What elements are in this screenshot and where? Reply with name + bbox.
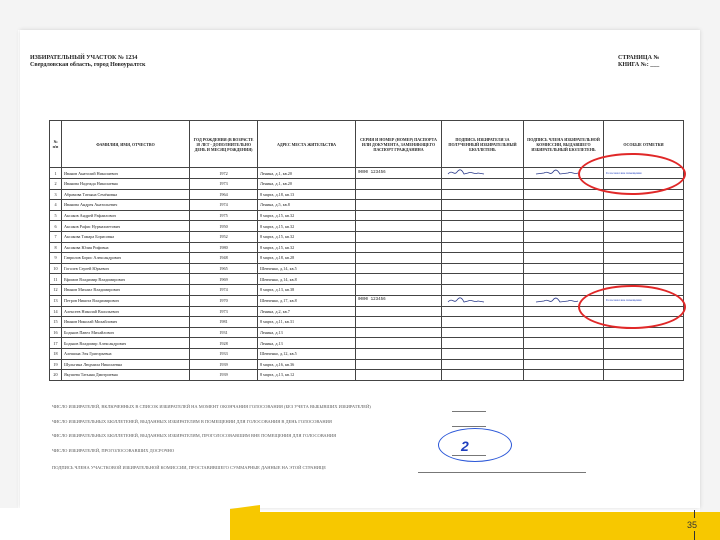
cell-member-signature — [524, 370, 604, 381]
cell-passport — [356, 231, 442, 242]
cell-name: Абрамова Татьяна Семёновна — [62, 189, 190, 200]
cell-year: 1928 — [190, 338, 258, 349]
cell-n: 16 — [50, 327, 62, 338]
cell-address: 8 марта, д.15, кв.32 — [258, 231, 356, 242]
cell-year: 1933 — [190, 348, 258, 359]
cell-voter-signature — [442, 221, 524, 232]
member-signature — [526, 296, 586, 305]
cell-n: 19 — [50, 359, 62, 370]
cell-member-signature — [524, 338, 604, 349]
book-label: КНИГА №: ___ — [618, 62, 660, 68]
cell-member-signature — [524, 274, 604, 285]
cell-passport: 0000 123456 — [356, 295, 442, 306]
cell-voter-signature — [442, 348, 524, 359]
member-signature — [526, 168, 586, 177]
cell-special-marks — [604, 274, 684, 285]
cell-year: 1965 — [190, 263, 258, 274]
cell-voter-signature — [442, 317, 524, 328]
cell-name: Гаврилов Борис Александрович — [62, 253, 190, 264]
cell-member-signature — [524, 231, 604, 242]
cell-passport — [356, 179, 442, 190]
cell-voter-signature — [442, 231, 524, 242]
cell-member-signature — [524, 242, 604, 253]
cell-n: 20 — [50, 370, 62, 381]
cell-n: 18 — [50, 348, 62, 359]
cell-address: Шевченко, д.14, кв.5 — [258, 263, 356, 274]
table-row — [50, 348, 684, 359]
note-blank-1 — [452, 411, 486, 412]
cell-passport — [356, 338, 442, 349]
cell-name: Якушева Татьяна Дмитриевна — [62, 370, 190, 381]
voter-signature — [444, 168, 504, 177]
cell-voter-signature — [442, 370, 524, 381]
cell-year: 1970 — [190, 295, 258, 306]
cell-n: 10 — [50, 263, 62, 274]
cell-year: 1972 — [190, 168, 258, 179]
cell-address: Ленина, д.13 — [258, 338, 356, 349]
cell-passport — [356, 348, 442, 359]
cell-special-marks — [604, 221, 684, 232]
cell-special-marks — [604, 359, 684, 370]
cell-year: 1975 — [190, 210, 258, 221]
footer-left-panel — [0, 508, 230, 540]
cell-special-marks — [604, 231, 684, 242]
cell-name: Иванова Андрея Анатольевич — [62, 200, 190, 211]
cell-voter-signature — [442, 242, 524, 253]
cell-year: 1939 — [190, 370, 258, 381]
header-right — [618, 55, 688, 69]
cell-n: 9 — [50, 253, 62, 264]
cell-year: 1948 — [190, 253, 258, 264]
handwritten-count-ellipse — [438, 428, 512, 462]
cell-special-marks — [604, 200, 684, 211]
cell-year: 1964 — [190, 189, 258, 200]
note-line-5: ПОДПИСЬ ЧЛЕНА УЧАСТКОВОЙ ИЗБИРАТЕЛЬНОЙ КОМИССИИ, ПРОСТАВИВШЕГО СУММАРНЫЕ ДАННЫЕ НА ЭТОЙ СТРАНИЦЕ — [52, 465, 326, 470]
cell-passport — [356, 200, 442, 211]
note-blank-2 — [452, 426, 486, 427]
table-row — [50, 221, 684, 232]
cell-address: Шевченко, д.14, кв.8 — [258, 274, 356, 285]
table-row — [50, 370, 684, 381]
cell-passport — [356, 284, 442, 295]
table-row — [50, 253, 684, 264]
cell-special-marks — [604, 370, 684, 381]
cell-name: Гоголев Сергей Юрьевич — [62, 263, 190, 274]
page-tick-top — [694, 510, 695, 518]
column-header: АДРЕС МЕСТА ЖИТЕЛЬСТВА — [258, 121, 356, 168]
page-number: 35 — [687, 520, 698, 530]
cell-n: 17 — [50, 338, 62, 349]
column-header: № п/п — [50, 121, 62, 168]
table-row — [50, 327, 684, 338]
cell-voter-signature — [442, 200, 524, 211]
cell-address: 8 марта, д.18, кв.28 — [258, 253, 356, 264]
slide-frame-top — [0, 0, 720, 30]
cell-member-signature — [524, 327, 604, 338]
cell-special-marks — [604, 242, 684, 253]
cell-passport — [356, 327, 442, 338]
table-row — [50, 338, 684, 349]
cell-voter-signature — [442, 263, 524, 274]
column-header: СЕРИЯ И НОМЕР (НОМЕР) ПАСПОРТА ИЛИ ДОКУМЕНТА, ЗАМЕНЯЮЩЕГО ПАСПОРТ ГРАЖДАНИНА — [356, 121, 442, 168]
cell-address: 8 марта, д.18, кв.13 — [258, 189, 356, 200]
cell-n: 7 — [50, 231, 62, 242]
cell-name: Шульгина Людмила Николаевна — [62, 359, 190, 370]
cell-voter-signature — [442, 306, 524, 317]
cell-address: 8 марта, д.16, кв.36 — [258, 359, 356, 370]
cell-voter-signature — [442, 338, 524, 349]
cell-passport — [356, 317, 442, 328]
cell-name: Иванов Анатолий Николаевич — [62, 168, 190, 179]
cell-address: Ленина, д.2, кв.7 — [258, 306, 356, 317]
cell-member-signature — [524, 348, 604, 359]
cell-name: Иванова Надежда Николаевна — [62, 179, 190, 190]
cell-year: 1969 — [190, 274, 258, 285]
cell-name: Алексеев Николай Васильевич — [62, 306, 190, 317]
cell-name: Аксаков Рафис Нурмахметович — [62, 221, 190, 232]
cell-year: 1980 — [190, 242, 258, 253]
cell-n: 1 — [50, 168, 62, 179]
cell-voter-signature — [442, 210, 524, 221]
cell-voter-signature — [442, 253, 524, 264]
cell-voter-signature — [442, 327, 524, 338]
cell-voter-signature — [442, 168, 524, 179]
cell-year: 1974 — [190, 284, 258, 295]
cell-member-signature — [524, 359, 604, 370]
note-line-4: ЧИСЛО ИЗБИРАТЕЛЕЙ, ПРОГОЛОСОВАВШИХ ДОСРОЧНО — [52, 448, 175, 453]
cell-address: Ленина, д.5, кв.8 — [258, 200, 356, 211]
cell-year: 1952 — [190, 231, 258, 242]
note-line-2: ЧИСЛО ИЗБИРАТЕЛЬНЫХ БЮЛЛЕТЕНЕЙ, ВЫДАННЫХ ИЗБИРАТЕЛЯМ В ПОМЕЩЕНИИ ДЛЯ ГОЛОСОВАНИЯ В ДЕНЬ ГОЛОСОВАНИЯ — [52, 419, 332, 424]
cell-n: 15 — [50, 317, 62, 328]
cell-n: 11 — [50, 274, 62, 285]
voter-table — [49, 120, 684, 381]
voter-signature — [444, 296, 504, 305]
cell-member-signature — [524, 210, 604, 221]
cell-n: 5 — [50, 210, 62, 221]
cell-address: 8 марта, д.15, кв.32 — [258, 242, 356, 253]
note-blank-5 — [418, 472, 586, 473]
cell-special-marks: Голосовал вне помещения — [604, 168, 684, 179]
cell-n: 2 — [50, 179, 62, 190]
cell-voter-signature — [442, 189, 524, 200]
cell-special-marks — [604, 348, 684, 359]
cell-name: Иванов Михаил Владимирович — [62, 284, 190, 295]
cell-passport — [356, 370, 442, 381]
column-header: ОСОБЫЕ ОТМЕТКИ — [604, 121, 684, 168]
column-header: ПОДПИСЬ ЧЛЕНА ИЗБИРАТЕЛЬНОЙ КОМИССИИ, ВЫДАВШЕГО ИЗБИРАТЕЛЬНЫЙ БЮЛЛЕТЕНЬ — [524, 121, 604, 168]
cell-n: 8 — [50, 242, 62, 253]
cell-n: 3 — [50, 189, 62, 200]
cell-voter-signature — [442, 295, 524, 306]
cell-year: 1950 — [190, 221, 258, 232]
cell-year: 1931 — [190, 327, 258, 338]
cell-passport — [356, 253, 442, 264]
cell-name: Петров Никита Владимирович — [62, 295, 190, 306]
cell-passport: 0000 123456 — [356, 168, 442, 179]
cell-special-marks — [604, 338, 684, 349]
cell-passport — [356, 221, 442, 232]
table-row — [50, 189, 684, 200]
cell-passport — [356, 263, 442, 274]
cell-year: 1973 — [190, 306, 258, 317]
cell-member-signature — [524, 200, 604, 211]
cell-n: 13 — [50, 295, 62, 306]
cell-n: 12 — [50, 284, 62, 295]
cell-address: 8 марта, д.13, кв.38 — [258, 284, 356, 295]
cell-year: 1981 — [190, 317, 258, 328]
cell-passport — [356, 242, 442, 253]
cell-member-signature — [524, 189, 604, 200]
cell-year: 1974 — [190, 200, 258, 211]
cell-address: Шевченко, д.17, кв.8 — [258, 295, 356, 306]
table-body — [50, 168, 684, 381]
cell-address: 8 марта, д.11, кв.31 — [258, 317, 356, 328]
cell-special-marks: Голосовал вне помещения — [604, 295, 684, 306]
cell-n: 6 — [50, 221, 62, 232]
header-left — [30, 55, 146, 69]
table-row — [50, 242, 684, 253]
cell-address: 8 марта, д.15, кв.32 — [258, 221, 356, 232]
cell-n: 4 — [50, 200, 62, 211]
cell-passport — [356, 274, 442, 285]
cell-address: Ленина, д.1, кв.20 — [258, 168, 356, 179]
cell-passport — [356, 306, 442, 317]
cell-address: 8 марта, д.15, кв.32 — [258, 210, 356, 221]
column-header: ФАМИЛИЯ, ИМЯ, ОТЧЕСТВО — [62, 121, 190, 168]
cell-special-marks — [604, 253, 684, 264]
highlight-ellipse-row1 — [578, 153, 686, 195]
cell-special-marks — [604, 327, 684, 338]
table-row — [50, 263, 684, 274]
cell-name: Ефимов Владимир Владимирович — [62, 274, 190, 285]
page-tick-bottom — [694, 531, 695, 540]
column-header: ГОД РОЖДЕНИЯ (В ВОЗРАСТЕ 18 ЛЕТ - ДОПОЛНИТЕЛЬНО ДЕНЬ И МЕСЯЦ РОЖДЕНИЯ) — [190, 121, 258, 168]
precinct-location: Свердловская область, город Новоуралтск — [30, 62, 146, 68]
cell-year: 1973 — [190, 179, 258, 190]
cell-member-signature — [524, 253, 604, 264]
cell-name: Бодьков Павел Михайлович — [62, 327, 190, 338]
note-line-3: ЧИСЛО ИЗБИРАТЕЛЬНЫХ БЮЛЛЕТЕНЕЙ, ВЫДАННЫХ ИЗБИРАТЕЛЯМ, ПРОГОЛОСОВАВШИМ ВНЕ ПОМЕЩЕНИЯ ДЛЯ ГОЛОСОВАНИЯ — [52, 433, 337, 438]
highlight-ellipse-row13 — [578, 285, 686, 329]
cell-name: Аксакова Тамара Борисовна — [62, 231, 190, 242]
cell-passport — [356, 189, 442, 200]
precinct-title: ИЗБИРАТЕЛЬНЫЙ УЧАСТОК № 1234 — [30, 55, 138, 61]
cell-address: 8 марта, д.13, кв.12 — [258, 370, 356, 381]
column-header: ПОДПИСЬ ИЗБИРАТЕЛЯ ЗА ПОЛУЧЕННЫЙ ИЗБИРАТЕЛЬНЫЙ БЮЛЛЕТЕНЬ — [442, 121, 524, 168]
cell-passport — [356, 359, 442, 370]
cell-n: 14 — [50, 306, 62, 317]
note-line-1: ЧИСЛО ИЗБИРАТЕЛЕЙ, ВКЛЮЧЕННЫХ В СПИСОК ИЗБИРАТЕЛЕЙ НА МОМЕНТ ОКОНЧАНИЯ ГОЛОСОВАНИЯ (БЕЗ УЧЕТА ВЫБЫВШИХ ИЗБИРАТЕЛЕЙ) — [52, 404, 371, 409]
handwritten-count: 2 — [461, 438, 469, 454]
cell-member-signature — [524, 263, 604, 274]
slide-frame-left — [0, 0, 18, 540]
cell-year: 1939 — [190, 359, 258, 370]
table-row — [50, 200, 684, 211]
cell-name: Бодьков Владимир Александрович — [62, 338, 190, 349]
cell-passport — [356, 210, 442, 221]
cell-address: Шевченко, д.12, кв.5 — [258, 348, 356, 359]
cell-address: Ленина, д.1, кв.20 — [258, 179, 356, 190]
cell-name: Иванов Николай Михайлович — [62, 317, 190, 328]
cell-name: Аксакова Юлия Рифовна — [62, 242, 190, 253]
table-row — [50, 359, 684, 370]
cell-name: Аксаков Андрей Рафаилович — [62, 210, 190, 221]
table-row — [50, 231, 684, 242]
cell-address: Ленина, д.13 — [258, 327, 356, 338]
cell-member-signature — [524, 221, 604, 232]
cell-voter-signature — [442, 284, 524, 295]
cell-voter-signature — [442, 274, 524, 285]
cell-voter-signature — [442, 359, 524, 370]
table-row — [50, 210, 684, 221]
cell-name: Алешина Эля Григорьевна — [62, 348, 190, 359]
cell-special-marks — [604, 263, 684, 274]
page-label: СТРАНИЦА № — [618, 55, 660, 61]
table-row — [50, 274, 684, 285]
slide-frame-right — [700, 0, 720, 540]
cell-voter-signature — [442, 179, 524, 190]
cell-special-marks — [604, 210, 684, 221]
